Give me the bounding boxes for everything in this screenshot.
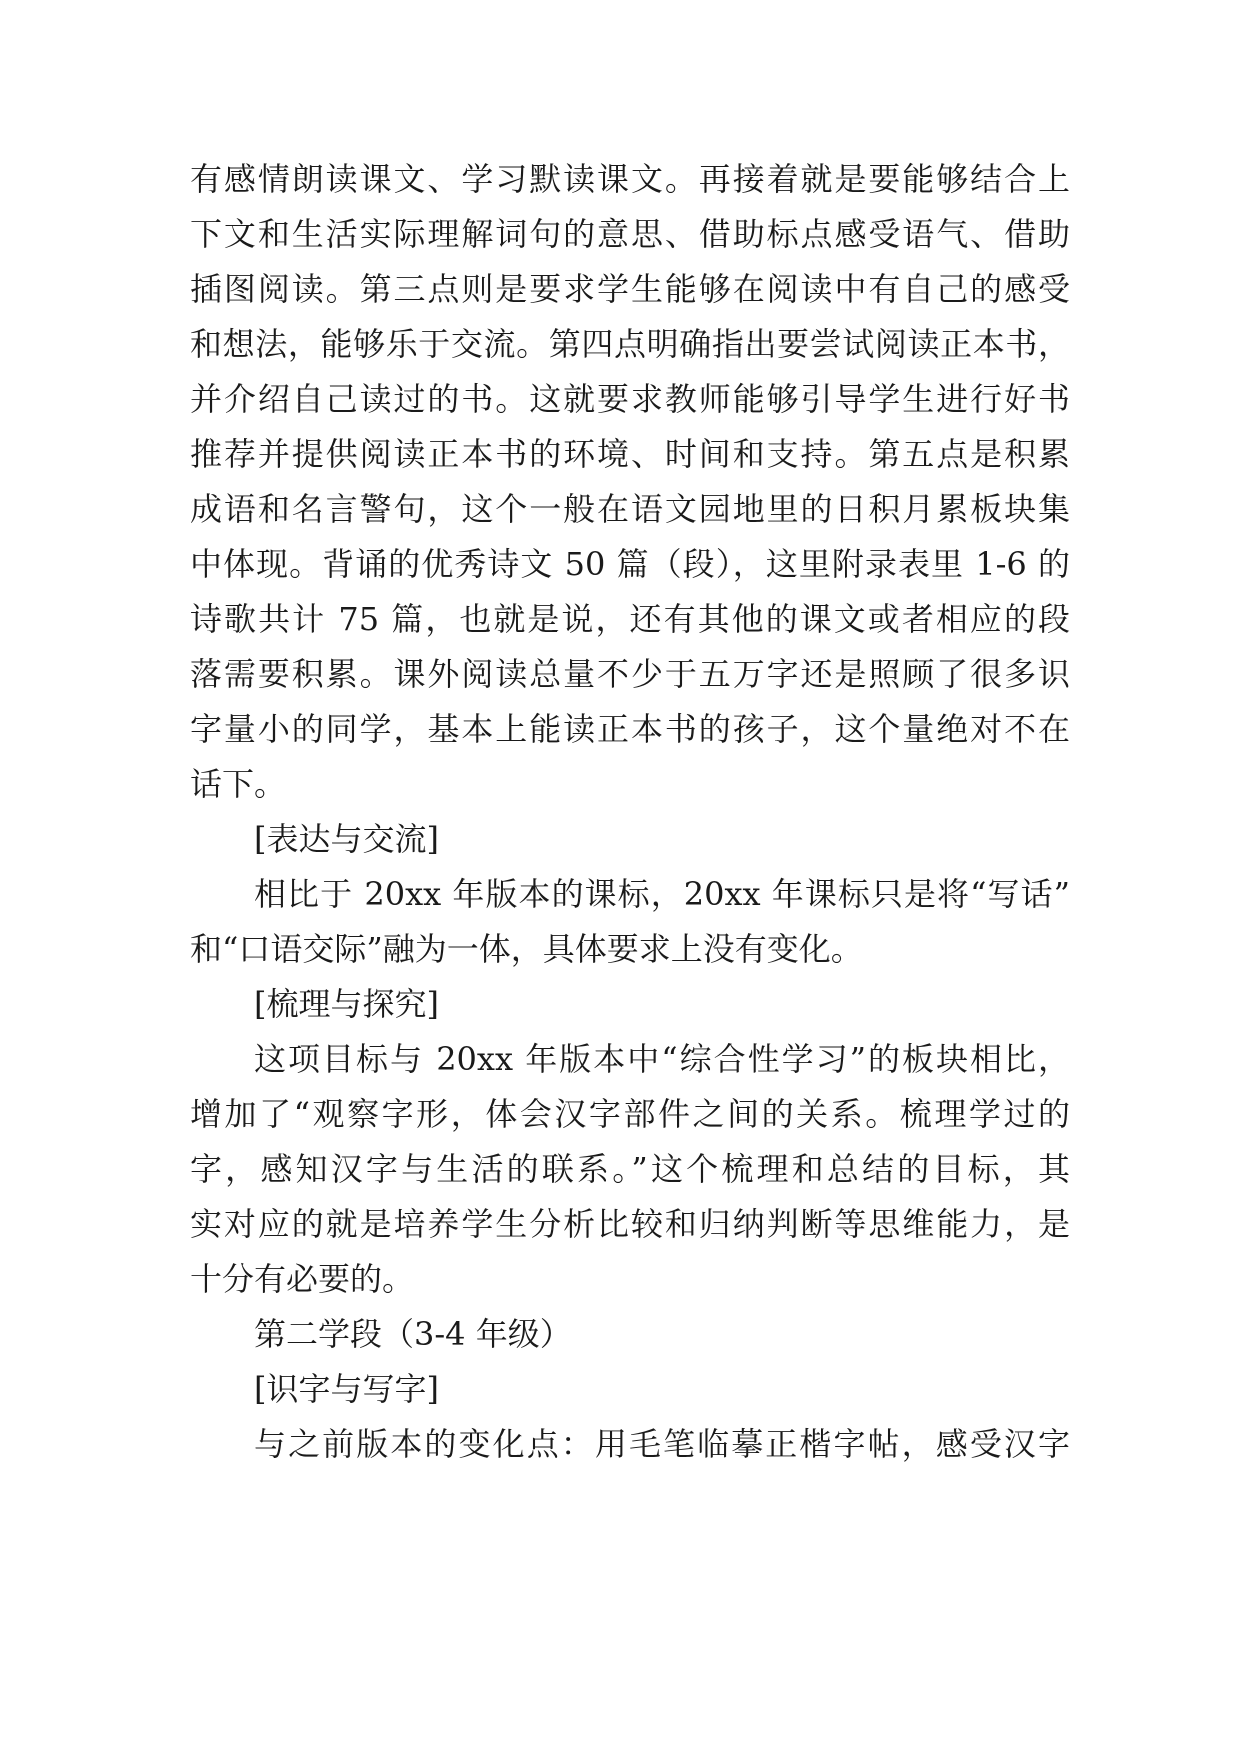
text-line: 和“口语交际”融为一体，具体要求上没有变化。 [190, 930, 863, 968]
text-line: 这项目标与 20xx 年版本中“综合性学习”的板块相比， [254, 1040, 1070, 1078]
text-line: 落需要积累。课外阅读总量不少于五万字还是照顾了很多识 [190, 655, 1070, 693]
text-line: 相比于 20xx 年版本的课标，20xx 年课标只是将“写话” [254, 875, 1070, 913]
text-line: 并介绍自己读过的书。这就要求教师能够引导学生进行好书 [190, 380, 1070, 418]
text-line: 有感情朗读课文、学习默读课文。再接着就是要能够结合上 [190, 160, 1070, 198]
text-line: 下文和生活实际理解词句的意思、借助标点感受语气、借助 [190, 215, 1070, 253]
text-line: 增加了“观察字形，体会汉字部件之间的关系。梳理学过的 [190, 1095, 1070, 1133]
text-line: 字，感知汉字与生活的联系。”这个梳理和总结的目标，其 [190, 1150, 1070, 1188]
text-line: 和想法，能够乐于交流。第四点明确指出要尝试阅读正本书， [190, 325, 1070, 363]
text-line: 推荐并提供阅读正本书的环境、时间和支持。第五点是积累 [190, 435, 1070, 473]
text-line: 字量小的同学，基本上能读正本书的孩子，这个量绝对不在 [190, 710, 1070, 748]
text-line: 中体现。背诵的优秀诗文 50 篇（段），这里附录表里 1-6 的 [190, 545, 1070, 583]
text-line: 话下。 [190, 765, 287, 803]
text-line: 十分有必要的。 [190, 1260, 415, 1298]
text-line: 实对应的就是培养学生分析比较和归纳判断等思维能力，是 [190, 1205, 1070, 1243]
section-heading-literacy: [识字与写字] [254, 1370, 439, 1408]
section-heading-exploration: [梳理与探究] [254, 985, 439, 1023]
text-line: 与之前版本的变化点：用毛笔临摹正楷字帖，感受汉字 [254, 1425, 1070, 1463]
text-line: 成语和名言警句，这个一般在语文园地里的日积月累板块集 [190, 490, 1070, 528]
text-line: 诗歌共计 75 篇，也就是说，还有其他的课文或者相应的段 [190, 600, 1070, 638]
stage-heading: 第二学段（3-4 年级） [254, 1315, 572, 1353]
text-line: 插图阅读。第三点则是要求学生能够在阅读中有自己的感受 [190, 270, 1070, 308]
body-text [190, 152, 1070, 1472]
section-heading-expression: [表达与交流] [254, 820, 439, 858]
